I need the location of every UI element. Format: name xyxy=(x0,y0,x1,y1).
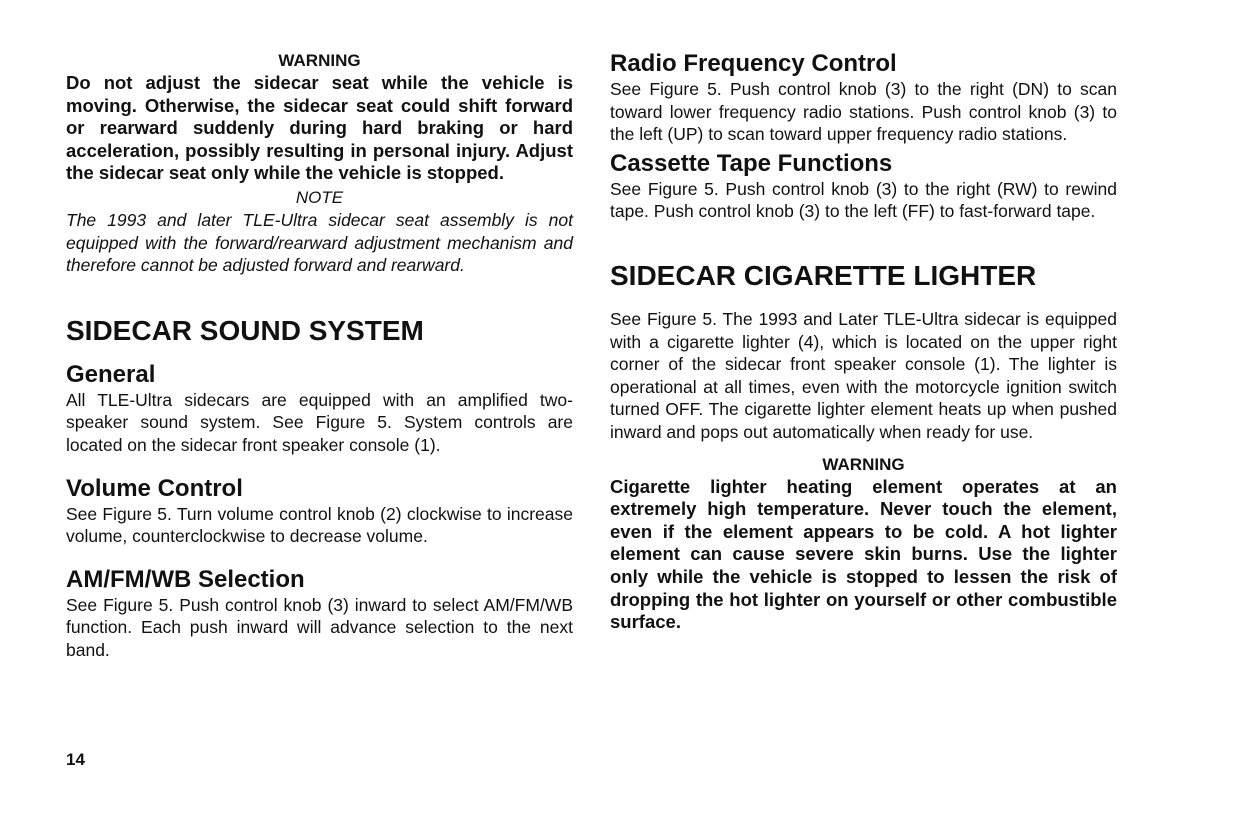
seat-warning-text: Do not adjust the sidecar seat while the vehicle is moving. Otherwise, the sidecar seat could shift forward or rearward suddenly during hard braking or hard acceleration, possibly resulting in personal injury. Adjust the sidecar seat only while the vehicle is stopped. xyxy=(66,72,573,184)
cassette-text: See Figure 5. Push control knob (3) to the right (RW) to rewind tape. Push control knob (3) to the left (FF) to fast-forward tape. xyxy=(610,178,1117,222)
note-label: NOTE xyxy=(295,187,344,207)
seat-note-text: The 1993 and later TLE-Ultra sidecar seat assembly is not equipped with the forward/rearward adjustment mechanism and therefore cannot be adjusted forward and rearward. xyxy=(66,209,573,276)
volume-text: See Figure 5. Turn volume control knob (2) clockwise to increase volume, counterclockwise to decrease volume. xyxy=(66,503,573,547)
radio-frequency-heading: Radio Frequency Control xyxy=(610,50,897,77)
general-text: All TLE-Ultra sidecars are equipped with an amplified two-speaker sound system. See Figure 5. System controls are located on the sidecar front speaker console (1). xyxy=(66,389,573,455)
warning-label: WARNING xyxy=(278,51,361,70)
radio-frequency-text: See Figure 5. Push control knob (3) to the right (DN) to scan toward lower frequency radio stations. Push control knob (3) to the left (UP) to scan toward upper frequency radio stations. xyxy=(610,79,1117,145)
cigarette-lighter-title: SIDECAR CIGARETTE LIGHTER xyxy=(610,259,1037,291)
right-column xyxy=(610,50,1117,634)
amfm-heading: AM/FM/WB Selection xyxy=(66,565,305,593)
lighter-warning-text: Cigarette lighter heating element operates at an extremely high temperature. Never touch the element, even if the element appears to be cold. A hot lighter element can cause severe skin burns. Use the lighter only while the vehicle is stopped to lessen the risk of dropping the hot lighter on yourself or other combustible surface. xyxy=(610,475,1117,633)
lighter-warning-label: WARNING xyxy=(822,454,905,474)
volume-heading: Volume Control xyxy=(66,474,243,502)
lighter-text: See Figure 5. The 1993 and Later TLE-Ultra sidecar is equipped with a cigarette lighter (4), which is located on the upper right corner of the sidecar front speaker console (1). The lighter is operational at all times, even with the motorcycle ignition switch turned OFF. The cigarette lighter element heats up when pushed inward and pops out automatically when ready for use. xyxy=(610,308,1117,442)
page-number: 14 xyxy=(66,750,85,769)
cassette-heading: Cassette Tape Functions xyxy=(610,149,893,177)
sound-system-title: SIDECAR SOUND SYSTEM xyxy=(66,314,424,346)
amfm-text: See Figure 5. Push control knob (3) inward to select AM/FM/WB function. Each push inward will advance selection to the next band. xyxy=(66,594,573,660)
left-column xyxy=(66,50,573,662)
general-heading: General xyxy=(66,360,156,388)
